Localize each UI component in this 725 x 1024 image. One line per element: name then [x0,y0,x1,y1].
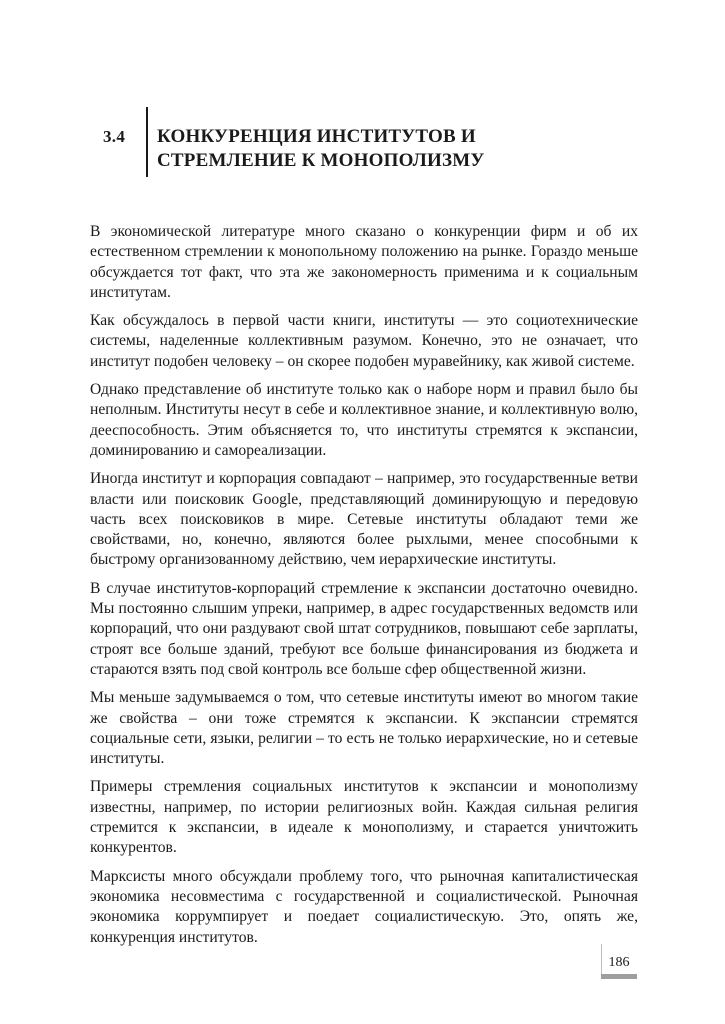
section-number: 3.4 [103,127,126,146]
page-number-bar [601,974,637,979]
paragraph: Мы меньше задумываемся о том, что сетевые институты имеют во многом такие же свойства – они тоже стремятся к экспансии. К экспансии стремятся социальные сети, языки, религии – то есть не только иерархические, но и сетевые институты. [90,689,638,768]
section-title-line-1: КОНКУРЕНЦИЯ ИНСТИТУТОВ И [157,126,476,147]
section-title-line-2: СТРЕМЛЕНИЕ К МОНОПОЛИЗМУ [157,150,485,171]
heading-divider [146,107,148,177]
paragraph: Иногда институт и корпорация совпадают – например, это государственные ветви власти или поисковик Google, представляющий доминирующую и передовую часть всех поисковиков в мире. Сетевые институты обладают теми же свойствами, но, конечно, являются более рыхлыми, менее способными к быстрому организованному действию, чем иерархические институты. [90,470,638,569]
paragraph: Примеры стремления социальных институтов к экспансии и монополизму известны, например, по истории религиозных войн. Каждая сильная религия стремится к экспансии, в идеале к монополизму, и старается уничтожить конкурентов. [90,778,638,857]
paragraph: Однако представление об институте только как о наборе норм и правил было бы неполным. Институты несут в себе и коллективное знание, и коллективную волю, дееспособность. Этим объясняется то, что институты стремятся к экспансии, доминированию и самореализации. [90,381,638,459]
paragraph: Как обсуждалось в первой части книги, институты — это социотехнические системы, наделенные коллективным разумом. Конечно, это не означает, что институт подобен человеку – он скорее подобен муравейнику, как живой системе. [90,312,638,370]
section-title [157,125,617,173]
page-number: 186 [608,955,630,970]
paragraph: Марксисты много обсуждали проблему того, что рыночная капиталистическая экономика несовместима с государственной и социалистической. Рыночная экономика коррумпирует и поедает социалистическую. Это, опять же, конкуренция институтов. [90,867,638,946]
body-text [90,222,638,956]
paragraph: В экономической литературе много сказано о конкуренции фирм и об их естественном стремлении к монопольному положению на рынке. Гораздо меньше обсуждается тот факт, что эта же закономерность применима и к социальным институтам. [90,223,638,301]
paragraph: В случае институтов-корпораций стремление к экспансии достаточно очевидно. Мы постоянно слышим упреки, например, в адрес государственных ведомств или корпораций, что они раздувают свой штат сотрудников, повышают себе зарплаты, строят все больше зданий, требуют все больше финансирования из бюджета и стараются взять под свой контроль все больше сфер общественной жизни. [90,579,638,678]
